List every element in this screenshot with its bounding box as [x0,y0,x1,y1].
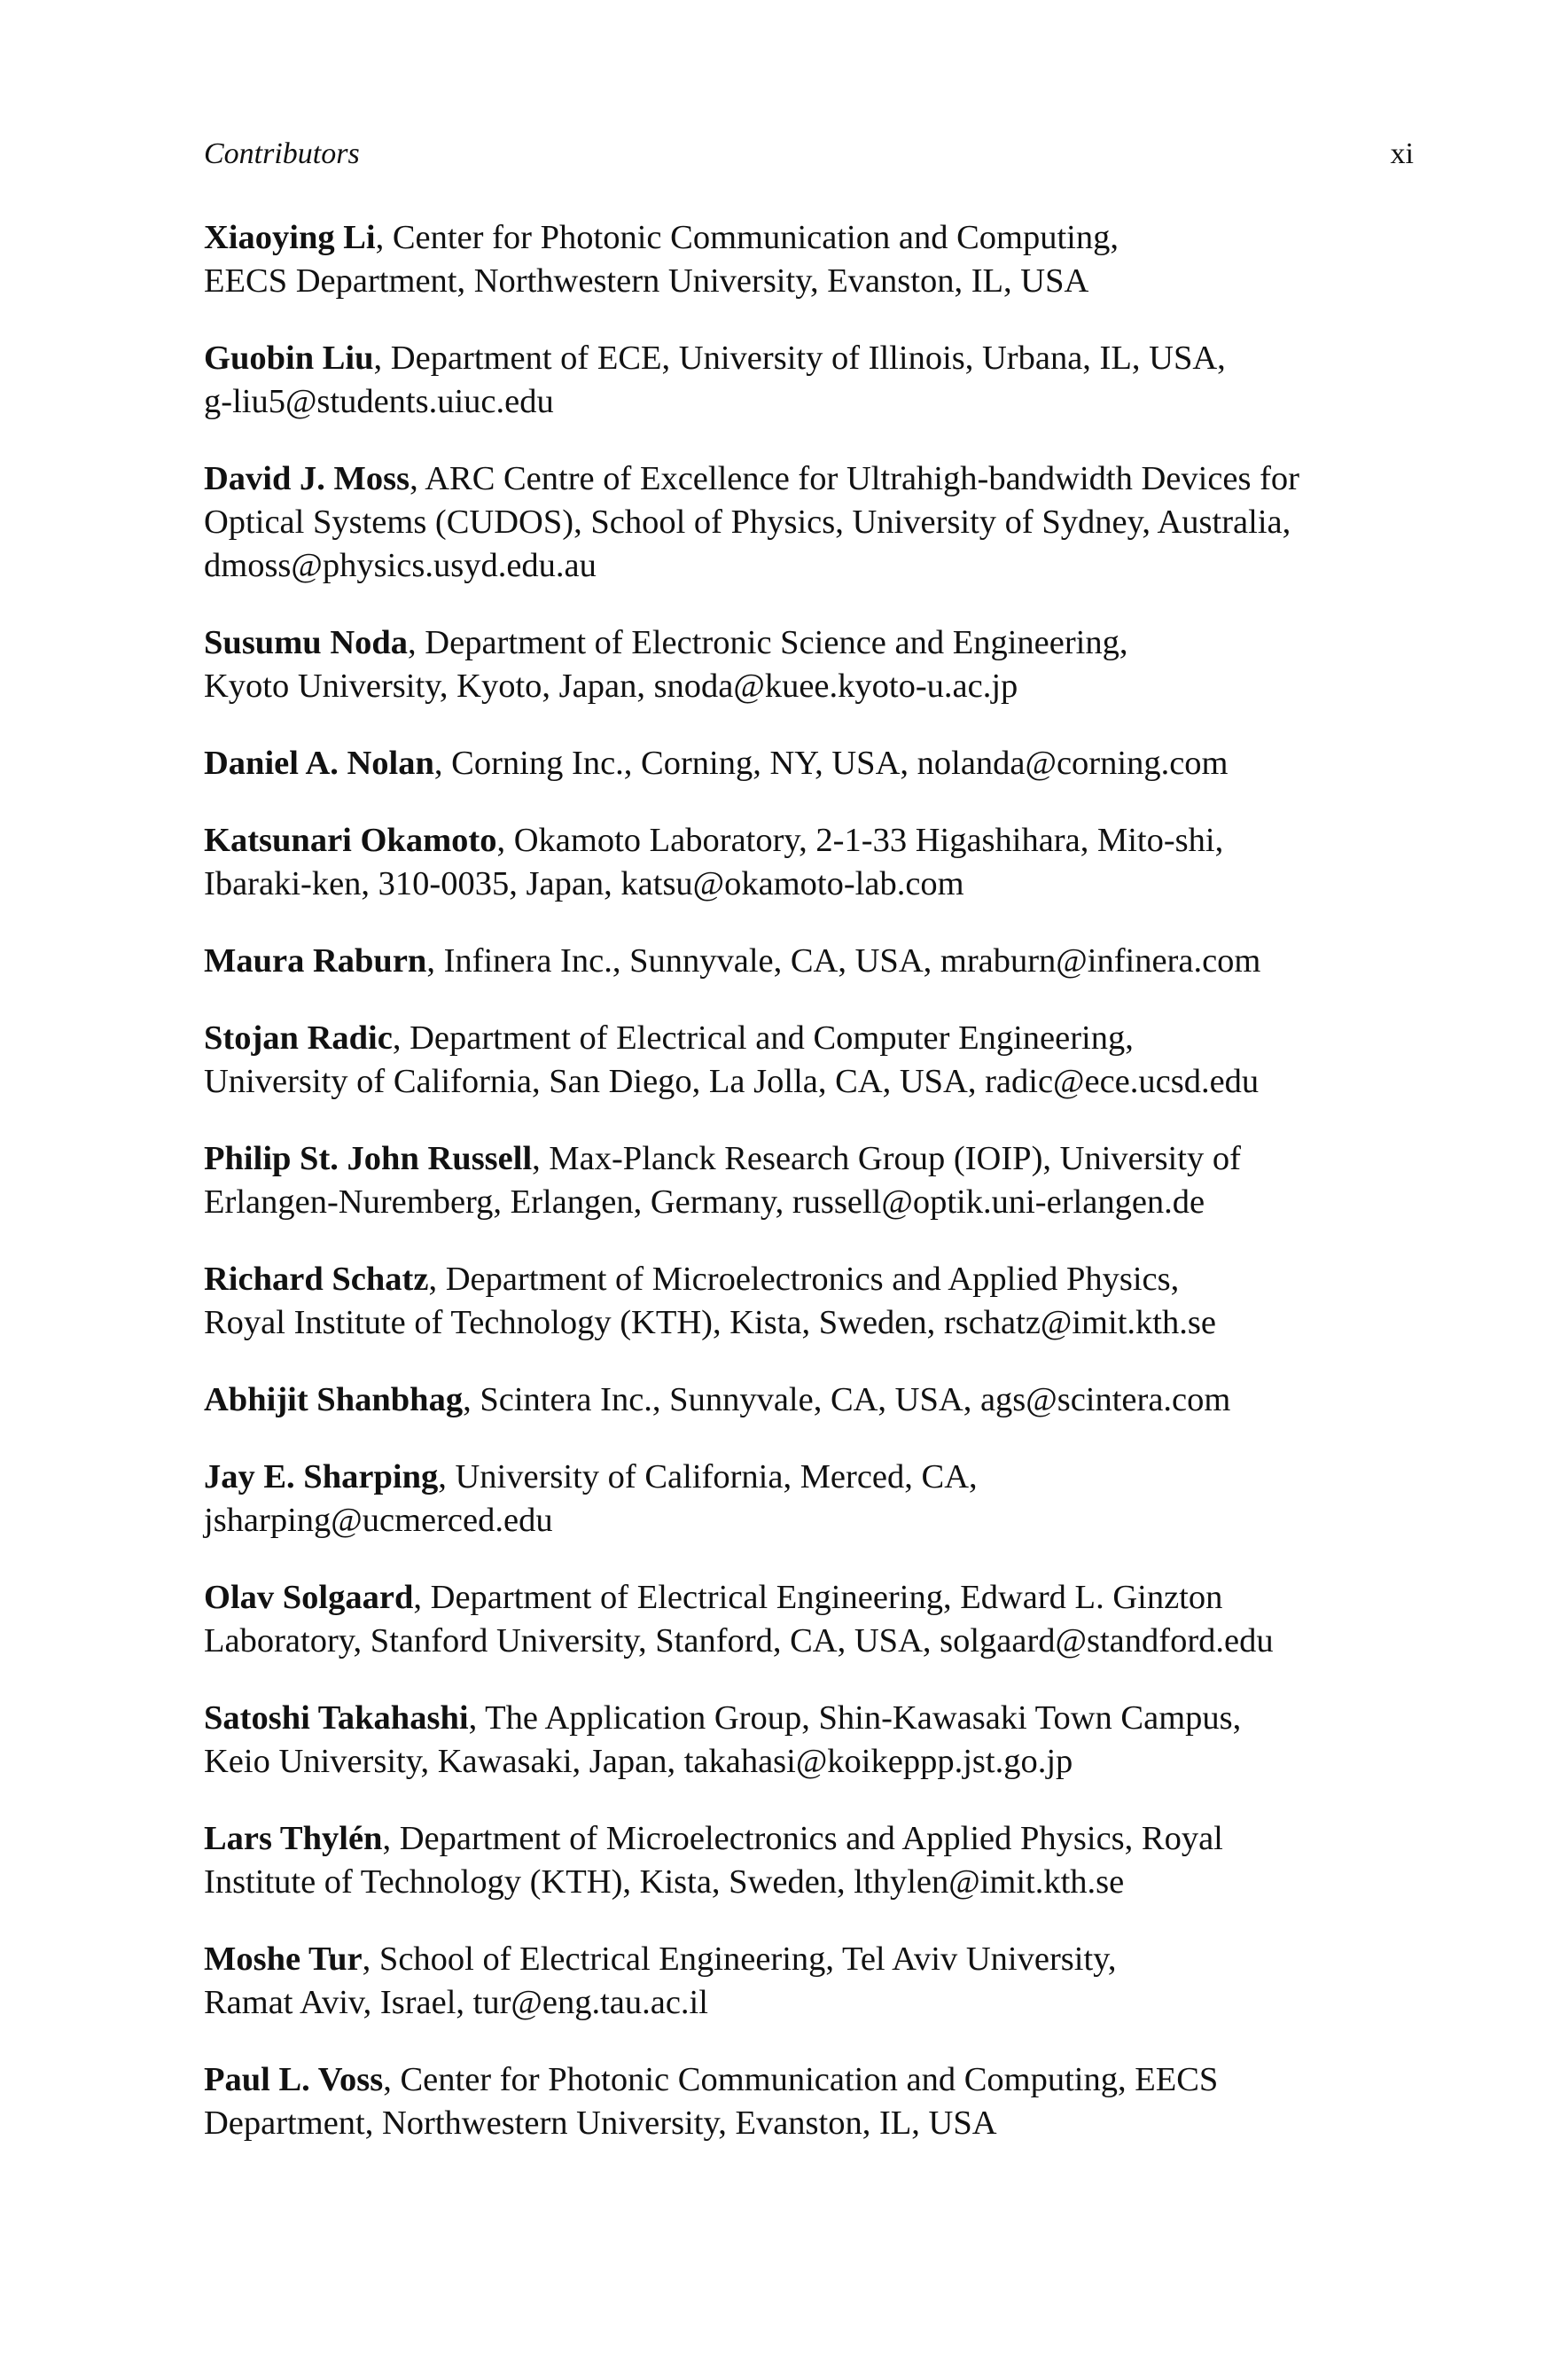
contributor-affiliation-line: Institute of Technology (KTH), Kista, Sweden, lthylen@imit.kth.se [204,1863,1125,1901]
contributor-affiliation-line: University of California, San Diego, La Jolla, CA, USA, radic@ece.ucsd.edu [204,1063,1260,1100]
contributor-affiliation-line: Optical Systems (CUDOS), School of Physics, University of Sydney, Australia, [204,504,1291,541]
contributor-affiliation-line: dmoss@physics.usyd.edu.au [204,547,597,584]
contributor-name: Katsunari Okamoto [204,822,497,859]
running-head [204,133,1414,176]
contributor-entry [204,1817,1414,1904]
page-number: xi [1390,137,1414,170]
entry-first-line [204,621,1414,665]
running-title: Contributors [204,137,360,170]
entry-first-line [204,742,1414,785]
contributor-name: Abhijit Shanbhag [204,1381,464,1418]
contributor-list [204,216,1414,2179]
contributor-entry [204,216,1414,303]
contributor-affiliation-line: Department, Northwestern University, Evanston, IL, USA [204,2104,997,2142]
contributor-affiliation-line: Ramat Aviv, Israel, tur@eng.tau.ac.il [204,1984,708,2021]
entry-first-line [204,337,1414,380]
entry-first-line [204,940,1414,983]
contributor-affiliation: , ARC Centre of Excellence for Ultrahigh-bandwidth Devices for [410,460,1299,497]
contributor-affiliation-line: EECS Department, Northwestern University, Evanston, IL, USA [204,262,1089,300]
contributor-entry [204,742,1414,785]
entry-first-line [204,1017,1414,1060]
contributor-affiliation-line: Kyoto University, Kyoto, Japan, snoda@kuee.kyoto-u.ac.jp [204,668,1018,705]
contributor-affiliation: , Department of Electronic Science and Engineering, [408,624,1128,661]
contributor-name: Xiaoying Li [204,219,376,256]
contributor-affiliation: , Department of Microelectronics and Applied Physics, [428,1261,1180,1298]
contributor-affiliation: , Max-Planck Research Group (IOIP), University of [532,1140,1241,1177]
contributor-affiliation: , Corning Inc., Corning, NY, USA, nolanda@corning.com [433,745,1229,782]
contributor-name: Philip St. John Russell [204,1140,533,1177]
contributor-name: Olav Solgaard [204,1579,414,1616]
contributor-entry [204,819,1414,906]
contributor-name: Richard Schatz [204,1261,429,1298]
entry-first-line [204,1137,1414,1181]
contributor-name: Susumu Noda [204,624,409,661]
contributor-name: Stojan Radic [204,1019,393,1057]
contributor-entry [204,337,1414,424]
entry-first-line [204,819,1414,863]
contributor-affiliation: , Center for Photonic Communication and Computing, [375,219,1119,256]
contributor-affiliation: , Okamoto Laboratory, 2-1-33 Higashihara, Mito-shi, [496,822,1224,859]
entry-first-line [204,1378,1414,1422]
contributor-entry [204,621,1414,708]
contributor-affiliation-line: Royal Institute of Technology (KTH), Kista, Sweden, rschatz@imit.kth.se [204,1304,1216,1341]
entry-first-line [204,1456,1414,1499]
contributor-affiliation: , School of Electrical Engineering, Tel Aviv University, [362,1940,1117,1978]
entry-first-line [204,1576,1414,1620]
contributor-name: Maura Raburn [204,942,427,980]
contributor-name: Guobin Liu [204,340,374,377]
contributor-entry [204,1456,1414,1542]
entry-first-line [204,1817,1414,1861]
contributor-name: Daniel A. Nolan [204,745,434,782]
contributor-affiliation-line: Erlangen-Nuremberg, Erlangen, Germany, russell@optik.uni-erlangen.de [204,1183,1205,1221]
contributor-entry [204,1938,1414,2025]
contributor-entry [204,1017,1414,1104]
contributor-entry [204,2058,1414,2145]
contributor-name: David J. Moss [204,460,410,497]
contributor-name: Moshe Tur [204,1940,363,1978]
contributor-entry [204,1258,1414,1345]
contributor-affiliation-line: g-liu5@students.uiuc.edu [204,383,554,420]
contributor-affiliation: , Department of Electrical and Computer Engineering, [392,1019,1134,1057]
contributor-affiliation: , Department of ECE, University of Illinois, Urbana, IL, USA, [373,340,1226,377]
entry-first-line [204,1938,1414,1981]
contributor-name: Lars Thylén [204,1820,383,1857]
contributor-affiliation: , Infinera Inc., Sunnyvale, CA, USA, mraburn@infinera.com [426,942,1261,980]
entry-first-line [204,457,1414,501]
contributor-affiliation-line: Keio University, Kawasaki, Japan, takahasi@koikeppp.jst.go.jp [204,1743,1073,1780]
contributor-name: Jay E. Sharping [204,1458,439,1495]
contributor-entry [204,457,1414,588]
entry-first-line [204,216,1414,260]
contributor-name: Paul L. Voss [204,2061,384,2098]
contributor-entry [204,1137,1414,1224]
entry-first-line [204,2058,1414,2102]
contributor-entry [204,1697,1414,1784]
contributor-name: Satoshi Takahashi [204,1699,469,1737]
contributor-affiliation: , The Application Group, Shin-Kawasaki Town Campus, [468,1699,1242,1737]
contributor-affiliation-line: Ibaraki-ken, 310-0035, Japan, katsu@okamoto-lab.com [204,865,964,902]
contributor-affiliation: , Department of Electrical Engineering, Edward L. Ginzton [413,1579,1223,1616]
contributor-entry [204,940,1414,983]
contributor-affiliation-line: Laboratory, Stanford University, Stanford, CA, USA, solgaard@standford.edu [204,1622,1274,1659]
contributor-affiliation: , Scintera Inc., Sunnyvale, CA, USA, ags@scintera.com [463,1381,1231,1418]
contributor-affiliation: , Center for Photonic Communication and Computing, EECS [383,2061,1219,2098]
contributor-affiliation: , University of California, Merced, CA, [438,1458,978,1495]
entry-first-line [204,1258,1414,1301]
contributor-affiliation: , Department of Microelectronics and Applied Physics, Royal [382,1820,1223,1857]
contributor-entry [204,1576,1414,1663]
contributor-affiliation-line: jsharping@ucmerced.edu [204,1502,553,1539]
entry-first-line [204,1697,1414,1740]
contributor-entry [204,1378,1414,1422]
